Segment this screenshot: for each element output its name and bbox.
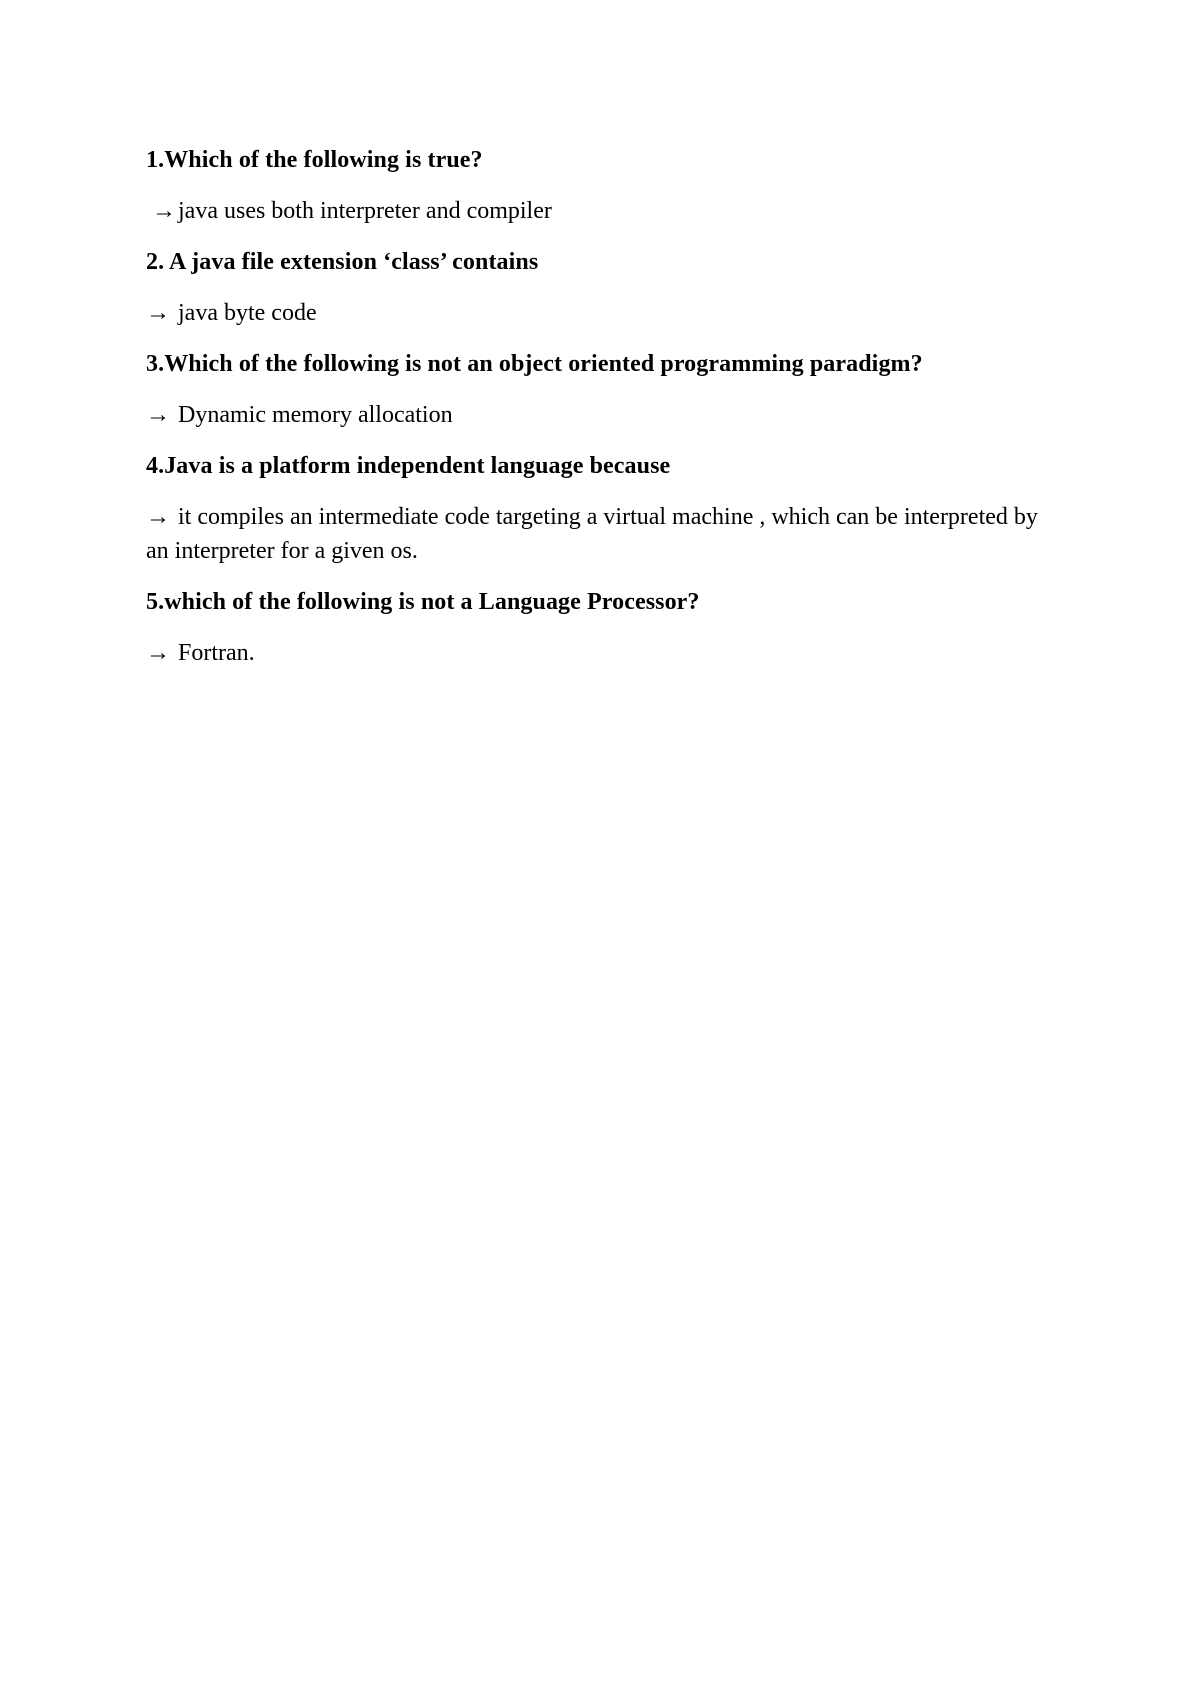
question-2: 2. A java file extension ‘class’ contains: [146, 249, 539, 275]
answer-1: [146, 194, 1066, 228]
arrow-icon: →: [152, 198, 176, 224]
answer-2-text: java byte code: [178, 300, 317, 326]
arrow-icon: →: [146, 504, 170, 530]
answer-5-text: Fortran.: [178, 640, 255, 666]
answer-1-text: java uses both interpreter and compiler: [178, 198, 552, 224]
answer-4: [146, 500, 1066, 568]
arrow-icon: →: [146, 402, 170, 428]
question-4: 4.Java is a platform independent language because: [146, 453, 671, 479]
arrow-icon: →: [146, 300, 170, 326]
answer-3: [146, 398, 1066, 432]
answer-3-text: Dynamic memory allocation: [178, 402, 453, 428]
question-answer-list: [146, 143, 1066, 687]
arrow-icon: →: [146, 640, 170, 666]
question-1: 1.Which of the following is true?: [146, 147, 483, 173]
answer-5: [146, 636, 1066, 670]
question-3: 3.Which of the following is not an object oriented programming paradigm?: [146, 351, 923, 377]
answer-2: [146, 296, 1066, 330]
answer-4-text: it compiles an intermediate code targeting a virtual machine , which can be interpreted by an interpreter for a given os.: [146, 504, 1038, 564]
question-5: 5.which of the following is not a Language Processor?: [146, 589, 700, 615]
